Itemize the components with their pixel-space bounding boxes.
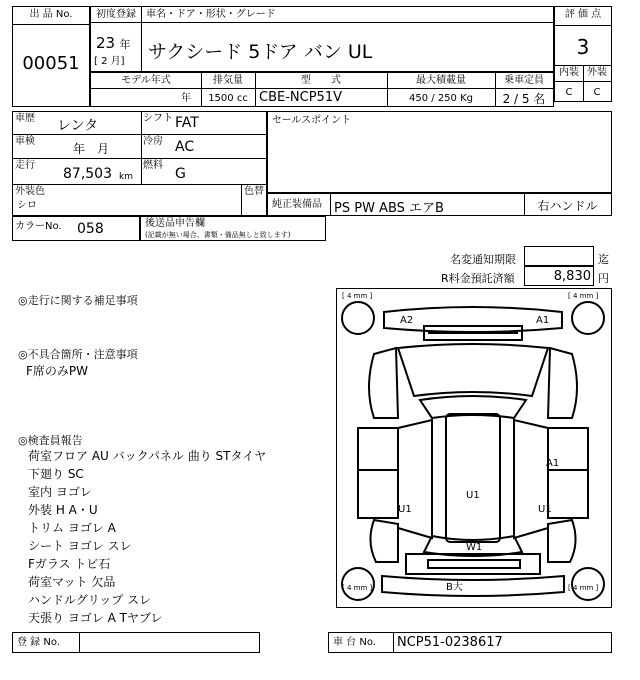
car-name-label: 車名・ドア・形状・グレード bbox=[146, 9, 276, 20]
name-change-label: 名変通知期限 bbox=[450, 253, 516, 266]
inspector-header: ◎検査員報告 bbox=[18, 434, 83, 447]
chassis-no-box bbox=[328, 632, 612, 653]
exterior-grade: C bbox=[593, 87, 601, 98]
inspector-line: 荷室マット 欠品 bbox=[28, 575, 116, 589]
inspector-line: シート ヨゴレ スレ bbox=[28, 539, 132, 553]
interior-label: 内装 bbox=[559, 67, 579, 78]
docs-note: (記載が無い場合、書類・備品無しと致します) bbox=[145, 231, 291, 239]
recycle-value: 8,830 bbox=[553, 269, 591, 284]
damage-mark-u1-left: U1 bbox=[398, 504, 412, 515]
spec-table bbox=[90, 72, 554, 107]
score-value: 3 bbox=[576, 35, 590, 59]
steering-value: 右ハンドル bbox=[537, 199, 598, 213]
equipment-box bbox=[267, 193, 612, 216]
capacity-label: 乗車定員 bbox=[504, 75, 544, 86]
right-side-body bbox=[548, 428, 588, 518]
name-change-suffix: 迄 bbox=[598, 253, 609, 266]
ac-label: 冷房 bbox=[143, 136, 163, 147]
type-label: 型 式 bbox=[301, 75, 341, 86]
driving-notes-header: ◎走行に関する補足事項 bbox=[18, 294, 138, 307]
inspector-line: 下廻り SC bbox=[28, 467, 84, 481]
registration-no-label: 登 録 No. bbox=[17, 637, 60, 648]
max-load-label: 最大積載量 bbox=[416, 75, 466, 86]
equipment-label: 純正装備品 bbox=[272, 199, 322, 210]
sales-point-label: セールスポイント bbox=[272, 115, 352, 126]
inspector-line: 室内 ヨゴレ bbox=[28, 485, 92, 499]
first-reg-year: 23 年 bbox=[96, 34, 131, 52]
mileage-label: 走行 bbox=[15, 160, 35, 171]
car-name-box bbox=[141, 6, 554, 72]
equipment-value: PS PW ABS エアB bbox=[334, 201, 444, 216]
damage-mark-w1: W1 bbox=[466, 542, 483, 553]
fuel-label: 燃料 bbox=[143, 160, 163, 171]
score-box bbox=[554, 6, 612, 102]
damage-mark-u1-right: U1 bbox=[538, 504, 552, 515]
docs-box bbox=[140, 216, 326, 241]
fuel-value: G bbox=[175, 166, 186, 182]
docs-label: 後送品申告欄 bbox=[145, 218, 205, 229]
defects-line: F席のみPW bbox=[26, 364, 89, 378]
right-front-fender bbox=[548, 348, 577, 418]
recycle-field bbox=[524, 266, 594, 286]
inspector-line: トリム ヨゴレ A bbox=[28, 521, 116, 535]
damage-mark-a1-right: A1 bbox=[546, 458, 560, 469]
inspector-line: 荷室フロア AU バックパネル 曲り STタイヤ bbox=[28, 449, 267, 463]
inspection-label: 車検 bbox=[15, 136, 35, 147]
hood bbox=[398, 344, 548, 396]
recycle-unit: 円 bbox=[598, 272, 609, 285]
history-label: 車歴 bbox=[15, 113, 35, 124]
damage-mark-u1-roof: U1 bbox=[466, 490, 480, 501]
name-change-field bbox=[524, 246, 594, 266]
recycle-label: R料金預託済額 bbox=[441, 272, 515, 285]
damage-mark-a1: A1 bbox=[536, 315, 550, 326]
capacity-value: 2 / 5 名 bbox=[502, 92, 546, 106]
recolor-label: 色替 bbox=[244, 186, 264, 197]
color-no-value: 058 bbox=[77, 221, 104, 237]
exterior-label: 外装 bbox=[587, 67, 607, 78]
max-load-value: 450 / 250 Kg bbox=[409, 93, 473, 104]
inspector-line: 天張り ヨゴレ A Tヤブレ bbox=[28, 611, 163, 625]
rear-bumper bbox=[382, 576, 564, 596]
lot-number-box bbox=[12, 6, 90, 107]
chassis-no-value: NCP51-0238617 bbox=[397, 635, 503, 650]
mileage-value: 87,503 bbox=[63, 166, 112, 182]
lot-number: 00051 bbox=[22, 53, 80, 74]
shift-value: FAT bbox=[175, 115, 199, 131]
inspection-value: 年 月 bbox=[73, 142, 110, 156]
right-rear-fender bbox=[548, 520, 576, 562]
displacement-label: 排気量 bbox=[213, 75, 243, 86]
first-reg-label: 初度登録 bbox=[96, 9, 136, 20]
roof bbox=[446, 414, 500, 542]
license-plate bbox=[428, 560, 520, 568]
right-pillar bbox=[514, 420, 548, 538]
score-label: 評 価 点 bbox=[564, 9, 602, 20]
model-year-value: 年 bbox=[181, 93, 191, 104]
color-value: シロ bbox=[17, 200, 37, 211]
tire-label-rear-left: [ 4 mm ] bbox=[342, 584, 373, 592]
inspector-line: ハンドルグリップ スレ bbox=[28, 593, 152, 607]
shift-label: シフト bbox=[143, 113, 173, 124]
tire-label-rear-right: [ 4 mm ] bbox=[568, 584, 599, 592]
car-damage-diagram bbox=[336, 288, 612, 608]
interior-grade: C bbox=[565, 87, 573, 98]
ac-value: AC bbox=[175, 139, 195, 155]
inspector-line: 外装 H A・U bbox=[28, 503, 98, 517]
model-year-label: モデル年式 bbox=[121, 75, 171, 86]
left-front-fender bbox=[369, 348, 398, 418]
damage-mark-b-large: B大 bbox=[446, 582, 463, 593]
displacement-value: 1500 cc bbox=[208, 93, 248, 104]
tire-label-front-right: [ 4 mm ] bbox=[568, 292, 599, 300]
registration-no-box bbox=[12, 632, 260, 653]
left-rear-fender bbox=[370, 520, 398, 562]
type-value: CBE-NCP51V bbox=[259, 90, 342, 105]
tire-label-front-left: [ 4 mm ] bbox=[342, 292, 373, 300]
tire-front-right bbox=[572, 302, 604, 334]
color-no-label: カラーNo. bbox=[15, 221, 62, 232]
chassis-no-label: 車 台 No. bbox=[333, 637, 376, 648]
color-no-box bbox=[12, 216, 140, 241]
sales-point-box bbox=[267, 111, 612, 193]
mileage-unit: km bbox=[119, 172, 133, 182]
color-label: 外装色 bbox=[15, 186, 45, 197]
left-side-body bbox=[358, 428, 398, 518]
details-table bbox=[12, 111, 267, 216]
damage-mark-a2: A2 bbox=[400, 315, 414, 326]
lot-label: 出 品 No. bbox=[13, 9, 89, 25]
tire-front-left bbox=[342, 302, 374, 334]
left-pillar bbox=[398, 420, 432, 538]
first-reg-month: [ 2 月] bbox=[94, 56, 125, 67]
history-value: レンタ bbox=[57, 118, 99, 134]
defects-header: ◎不具合箇所・注意事項 bbox=[18, 348, 138, 361]
inspector-line: Fガラス トビ石 bbox=[28, 557, 111, 571]
car-name: サクシード 5ドア バン UL bbox=[148, 41, 373, 63]
